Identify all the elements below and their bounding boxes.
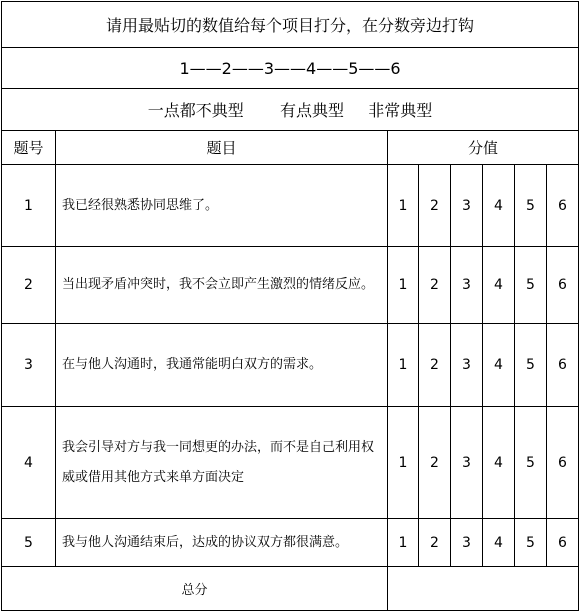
score-option[interactable]: 4 [483, 247, 515, 324]
scale-labels [2, 89, 579, 131]
score-option[interactable]: 6 [547, 324, 579, 407]
score-option[interactable]: 6 [547, 519, 579, 567]
column-header-row [2, 131, 579, 165]
column-header-score: 分值 [388, 131, 579, 165]
score-option[interactable]: 4 [483, 324, 515, 407]
row-item-text: 我会引导对方与我一同想更的办法，而不是自己利用权威或借用其他方式来单方面决定 [56, 407, 388, 519]
row-number: 4 [2, 407, 56, 519]
score-option[interactable]: 1 [388, 324, 419, 407]
column-header-number: 题号 [2, 131, 56, 165]
score-option[interactable]: 4 [483, 407, 515, 519]
instruction-text: 请用最贴切的数值给每个项目打分，在分数旁边打钩 [2, 2, 579, 48]
score-option[interactable]: 3 [451, 247, 483, 324]
score-option[interactable]: 1 [388, 165, 419, 247]
row-number: 5 [2, 519, 56, 567]
row-number: 1 [2, 165, 56, 247]
row-item-text: 当出现矛盾冲突时，我不会立即产生激烈的情绪反应。 [56, 247, 388, 324]
scale-row [2, 48, 579, 89]
table-row [2, 519, 579, 567]
row-item-text: 在与他人沟通时，我通常能明白双方的需求。 [56, 324, 388, 407]
score-option[interactable]: 6 [547, 165, 579, 247]
score-option[interactable]: 6 [547, 247, 579, 324]
score-option[interactable]: 5 [515, 165, 547, 247]
score-option[interactable]: 2 [419, 165, 451, 247]
score-option[interactable]: 3 [451, 407, 483, 519]
score-option[interactable]: 1 [388, 247, 419, 324]
scale-label-mid: 有点典型 [280, 101, 345, 120]
score-option[interactable]: 2 [419, 519, 451, 567]
score-option[interactable]: 4 [483, 165, 515, 247]
total-row [2, 567, 579, 611]
scale-text: 1——2——3——4——5——6 [2, 48, 579, 89]
scale-labels-row [2, 89, 579, 131]
table-row [2, 165, 579, 247]
score-option[interactable]: 1 [388, 519, 419, 567]
table-row [2, 407, 579, 519]
table-row [2, 324, 579, 407]
scale-label-high: 非常典型 [368, 101, 433, 120]
scale-label-low: 一点都不典型 [147, 101, 244, 120]
score-option[interactable]: 5 [515, 519, 547, 567]
score-option[interactable]: 2 [419, 247, 451, 324]
score-option[interactable]: 3 [451, 324, 483, 407]
table-row [2, 247, 579, 324]
score-option[interactable]: 4 [483, 519, 515, 567]
row-number: 2 [2, 247, 56, 324]
score-option[interactable]: 3 [451, 519, 483, 567]
score-option[interactable]: 6 [547, 407, 579, 519]
total-label: 总分 [2, 567, 388, 611]
score-option[interactable]: 2 [419, 324, 451, 407]
row-item-text: 我已经很熟悉协同思维了。 [56, 165, 388, 247]
score-option[interactable]: 5 [515, 324, 547, 407]
total-score-field[interactable] [388, 567, 579, 611]
score-option[interactable]: 3 [451, 165, 483, 247]
row-number: 3 [2, 324, 56, 407]
score-option[interactable]: 5 [515, 247, 547, 324]
column-header-item: 题目 [56, 131, 388, 165]
instruction-row [2, 2, 579, 48]
score-option[interactable]: 5 [515, 407, 547, 519]
score-option[interactable]: 1 [388, 407, 419, 519]
scoring-table [1, 1, 579, 611]
row-item-text: 我与他人沟通结束后，达成的协议双方都很满意。 [56, 519, 388, 567]
score-option[interactable]: 2 [419, 407, 451, 519]
